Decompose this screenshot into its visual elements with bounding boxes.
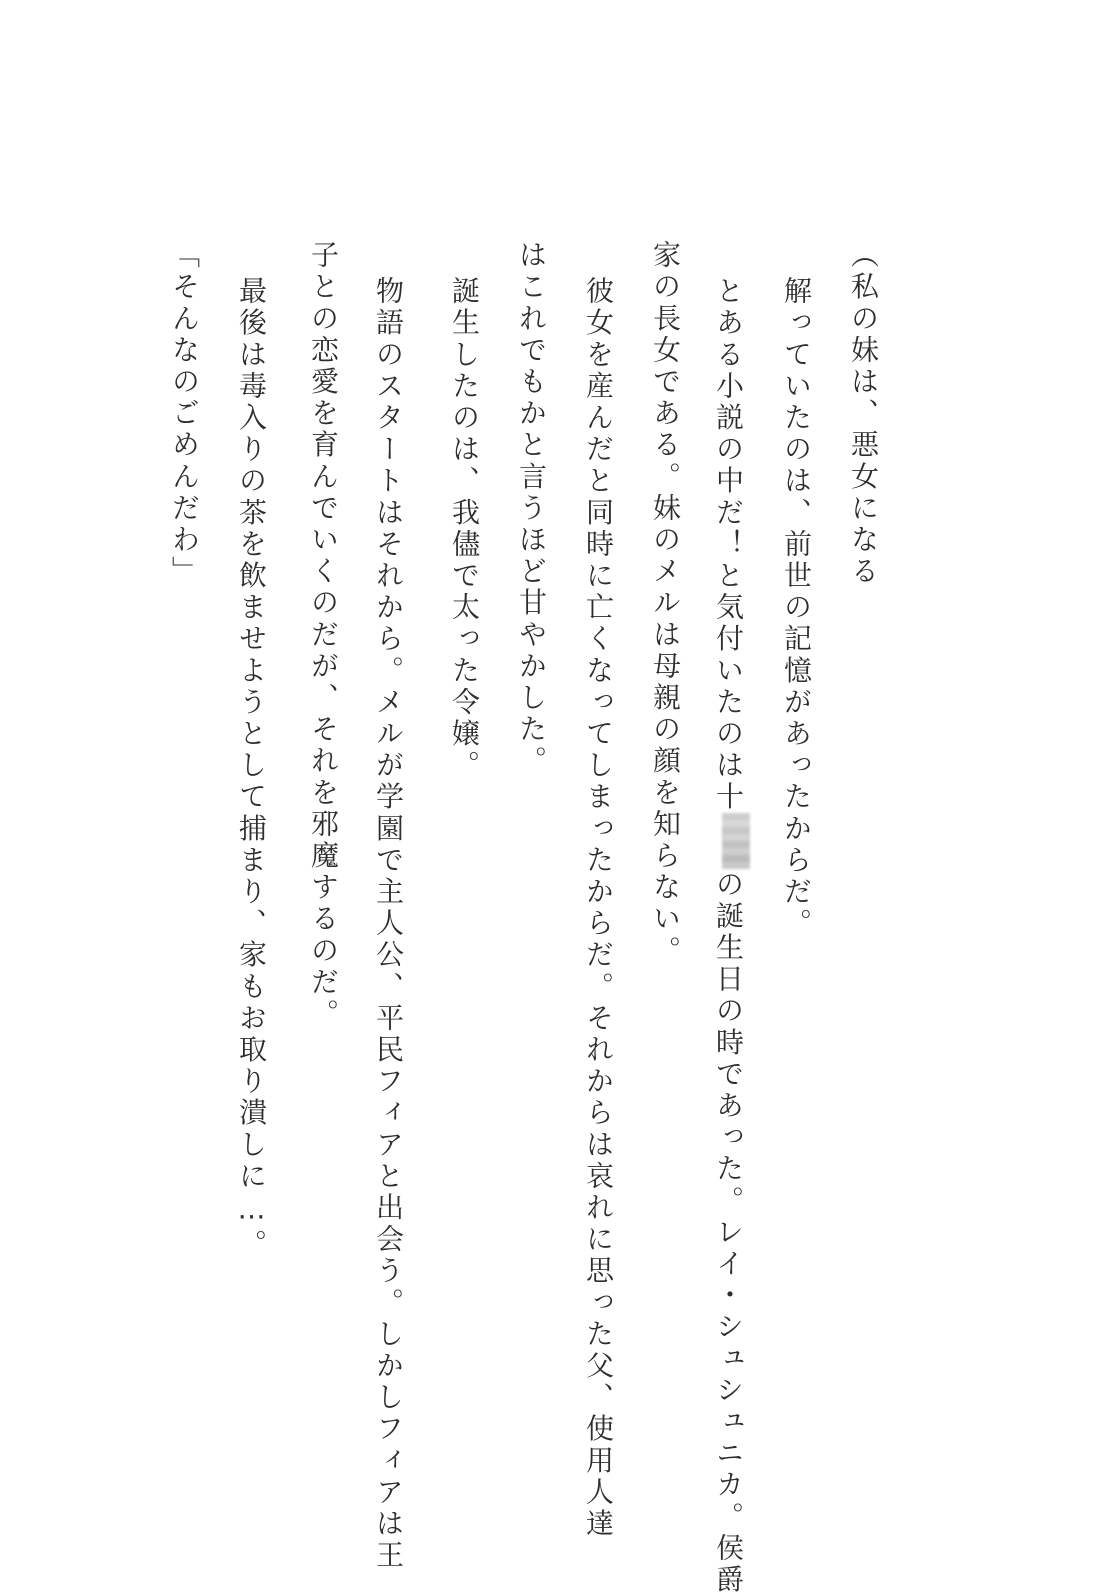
text-column-9 [302, 240, 344, 1030]
text-column-1 [842, 240, 884, 588]
text-line: 家の長女である。妹のメルは母親の顔を知らない。 [649, 240, 682, 967]
text-column-2 [775, 276, 817, 940]
text-line: 彼女を産んだと同時に亡くなってしまったからだ。それからは哀れに思った父、使用人達 [582, 276, 615, 1540]
text-line: 物語のスタートはそれから。メルが学園で主人公、平民フィアと出会う。しかしフィアは王 [372, 276, 405, 1572]
text-column-11 [163, 240, 205, 588]
text-line: とある小説の中だ！と気付いたのは十 [712, 276, 745, 814]
text-column-6 [510, 240, 552, 777]
text-line: 子との恋愛を育んでいくのだが、それを邪魔するのだ。 [307, 240, 340, 1030]
text-column-3 [708, 276, 750, 1596]
text-column-4 [644, 240, 686, 967]
text-column-8 [367, 276, 409, 1572]
text-column-5 [577, 276, 619, 1540]
censored-mosaic [722, 813, 750, 869]
text-column-7 [443, 276, 485, 782]
text-line: 解っていたのは、前世の記憶があったからだ。 [780, 276, 813, 940]
text-line: 誕生したのは、我儘で太った令嬢。 [448, 276, 481, 782]
text-line: 最後は毒入りの茶を飲ませようとして捕まり、家もお取り潰しに…。 [235, 276, 268, 1261]
text-line: はこれでもかと言うほど甘やかした。 [515, 240, 548, 778]
text-line: （私の妹は、悪女になる [847, 240, 880, 588]
text-line: 「そんなのごめんだわ」 [168, 240, 201, 588]
text-line: の誕生日の時であった。レイ・シュシュニカ。侯爵 [712, 869, 745, 1596]
text-column-10 [230, 276, 272, 1261]
